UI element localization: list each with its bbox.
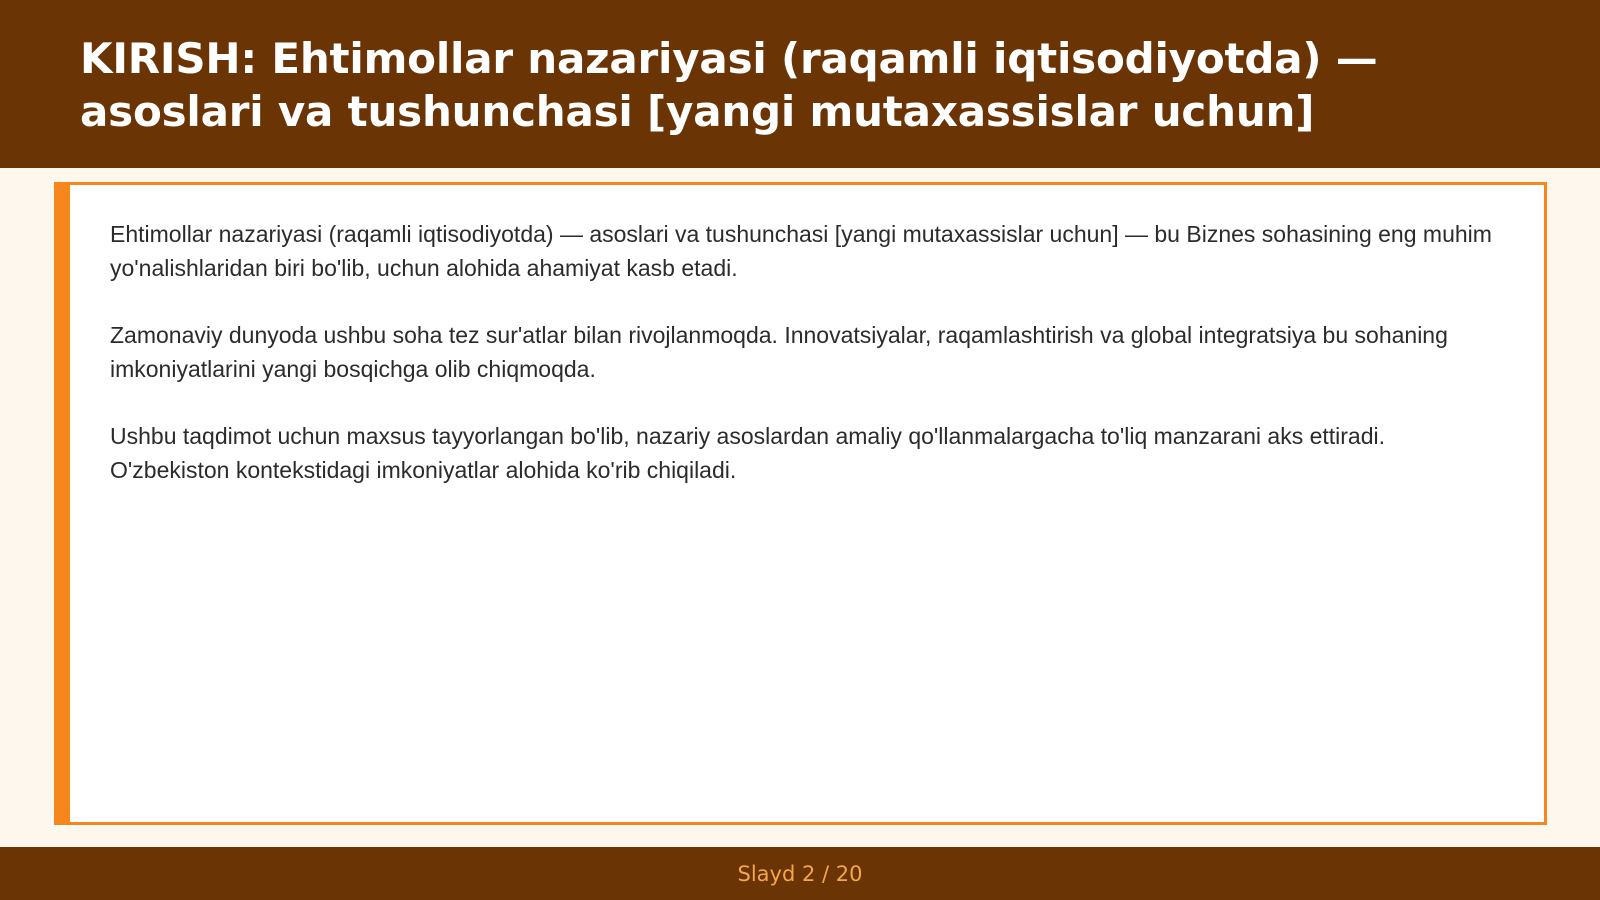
slide-counter: Slayd 2 / 20 [737,861,863,886]
slide-title: KIRISH: Ehtimollar nazariyasi (raqamli iqtisodiyotda) — asoslari va tushunchasi [yangi mutaxassislar uchun] [80,34,1378,136]
content-card [54,182,1547,825]
intro-paragraph: Ehtimollar nazariyasi (raqamli iqtisodiyotda) — asoslari va tushunchasi [yangi mutaxassislar uchun] — bu Biznes sohasining eng muhim yo'nalishlaridan biri bo'lib, uchun alohida ahamiyat kasb etadi. [110,221,1492,281]
presentation-scope-paragraph: Ushbu taqdimot uchun maxsus tayyorlangan bo'lib, nazariy asoslardan amaliy qo'llanmalargacha to'liq manzarani aks ettiradi. O'zbekiston kontekstidagi imkoniyatlar alohida ko'rib chiqiladi. [110,423,1386,483]
slide-header [0,0,1600,168]
modern-world-paragraph: Zamonaviy dunyoda ushbu soha tez sur'atlar bilan rivojlanmoqda. Innovatsiyalar, raqamlashtirish va global integratsiya bu sohaning imkoniyatlarini yangi bosqichga olib chiqmoqda. [110,322,1448,382]
slide-footer [0,847,1600,900]
